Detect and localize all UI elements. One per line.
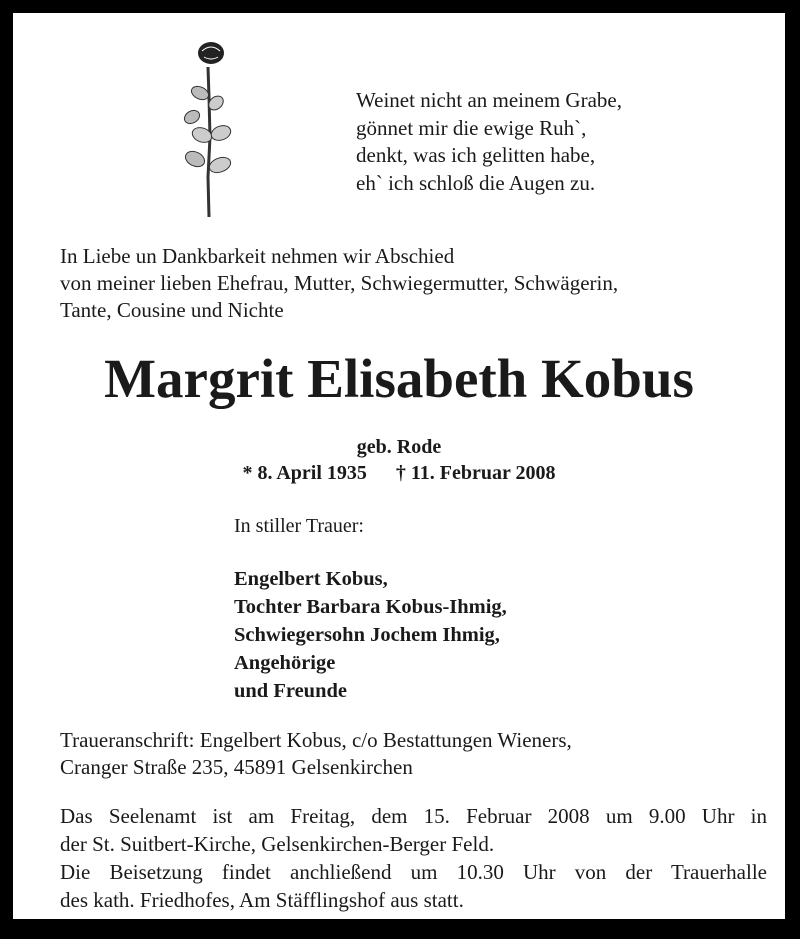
mourner: Engelbert Kobus, <box>234 568 388 590</box>
intro-line: von meiner lieben Ehefrau, Mutter, Schwiegermutter, Schwägerin, <box>60 271 619 295</box>
intro-text <box>60 243 618 324</box>
poem-line: denkt, was ich gelitten habe, <box>356 143 596 167</box>
notice-line: Das Seelenamt ist am Freitag, dem 15. Februar 2008 um 9.00 Uhr in <box>60 804 767 828</box>
deceased-name: Margrit Elisabeth Kobus <box>104 348 694 409</box>
poem-line: gönnet mir die ewige Ruh`, <box>356 115 587 140</box>
rose-icon <box>178 37 238 227</box>
mourner: Schwiegersohn Jochem Ihmig, <box>234 624 500 646</box>
mourner: und Freunde <box>234 680 347 702</box>
poem-line: Weinet nicht an meinem Grabe, <box>356 88 622 112</box>
mourner: Tochter Barbara Kobus-Ihmig, <box>234 596 507 618</box>
birth-date: * 8. April 1935 <box>242 462 367 484</box>
maiden-name: geb. Rode <box>356 436 442 458</box>
notice-line: des kath. Friedhofes, Am Stäfflingshof aus statt. <box>60 888 464 912</box>
notice-line: Die Beisetzung findet anchließend um 10.30 Uhr von der Trauerhalle <box>60 860 767 884</box>
mourning-label: In stiller Trauer: <box>234 515 364 537</box>
poem-line: eh` ich schloß die Augen zu. <box>356 170 596 195</box>
mourner: Angehörige <box>234 652 336 674</box>
obituary-notice <box>13 13 785 919</box>
death-date: † 11. Februar 2008 <box>395 462 556 484</box>
mourners-list <box>234 565 507 705</box>
address-line: Cranger Straße 235, 45891 Gelsenkirchen <box>60 755 413 779</box>
intro-line: In Liebe un Dankbarkeit nehmen wir Abschied <box>60 244 455 268</box>
intro-line: Tante, Cousine und Nichte <box>60 298 284 322</box>
poem <box>356 87 622 197</box>
service-notice <box>60 802 767 914</box>
mourning-address <box>60 727 572 781</box>
life-dates <box>13 460 785 486</box>
address-line: Traueranschrift: Engelbert Kobus, c/o Bestattungen Wieners, <box>60 728 572 752</box>
notice-line: der St. Suitbert-Kirche, Gelsenkirchen-Berger Feld. <box>60 832 495 856</box>
